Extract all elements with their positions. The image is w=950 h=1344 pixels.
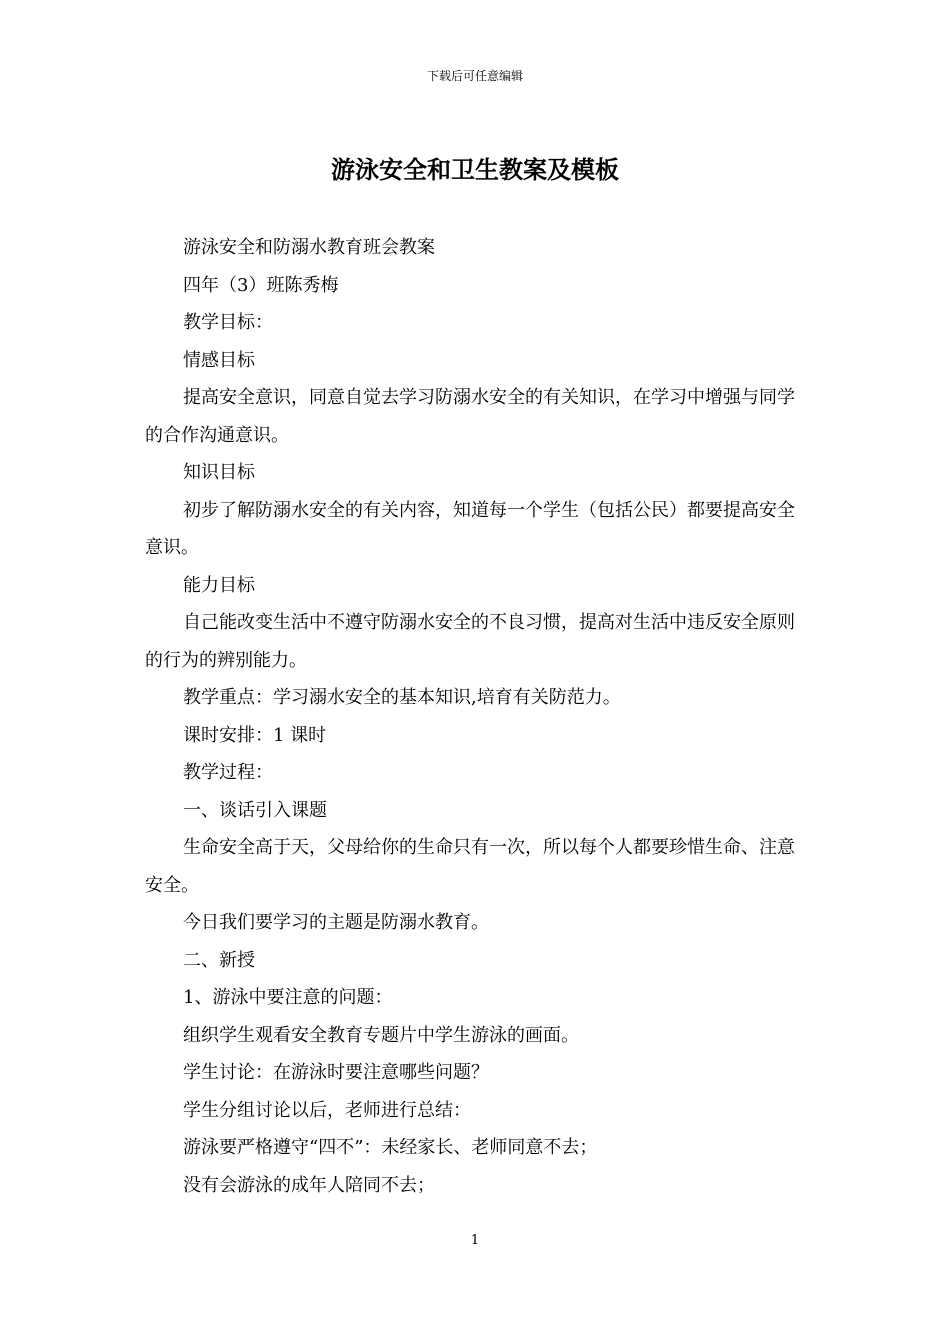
paragraph: 今日我们要学习的主题是防溺水教育。 [183, 912, 489, 933]
paragraph: 课时安排：1 课时 [183, 724, 327, 746]
paragraph: 教学过程： [183, 762, 273, 783]
page-number: 1 [470, 1233, 480, 1248]
paragraph: 生命安全高于天，父母给你的生命只有一次，所以每个人都要珍惜生命、注意安全。 [145, 837, 795, 896]
paragraph: 一、谈话引入课题 [183, 799, 327, 821]
paragraph: 组织学生观看安全教育专题片中学生游泳的画面。 [183, 1024, 579, 1046]
paragraph: 四年（3）班陈秀梅 [183, 274, 339, 296]
paragraph: 二、新授 [183, 949, 255, 971]
header-note: 下载后可任意编辑 [426, 69, 523, 83]
paragraph: 初步了解防溺水安全的有关内容，知道每一个学生（包括公民）都要提高安全意识。 [145, 499, 795, 558]
paragraph: 知识目标 [183, 462, 255, 483]
paragraph: 能力目标 [183, 574, 255, 596]
document-body [145, 229, 811, 1204]
paragraph: 自己能改变生活中不遵守防溺水安全的不良习惯，提高对生活中违反安全原则的行为的辨别能力。 [145, 612, 795, 671]
paragraph: 学生讨论：在游泳时要注意哪些问题？ [183, 1062, 489, 1083]
paragraph: 情感目标 [183, 349, 255, 371]
paragraph: 提高安全意识，同意自觉去学习防溺水安全的有关知识，在学习中增强与同学的合作沟通意识。 [145, 387, 795, 446]
paragraph: 教学重点：学习溺水安全的基本知识,培育有关防范力。 [183, 687, 621, 708]
paragraph: 游泳安全和防溺水教育班会教案 [183, 237, 435, 258]
paragraph: 1、游泳中要注意的问题： [183, 987, 393, 1008]
paragraph: 学生分组讨论以后，老师进行总结： [183, 1099, 471, 1121]
paragraph: 教学目标： [183, 312, 273, 333]
document-title: 游泳安全和卫生教案及模板 [331, 155, 619, 184]
paragraph: 游泳要严格遵守“四不”：未经家长、老师同意不去； [183, 1137, 598, 1158]
paragraph: 没有会游泳的成年人陪同不去； [183, 1174, 435, 1196]
